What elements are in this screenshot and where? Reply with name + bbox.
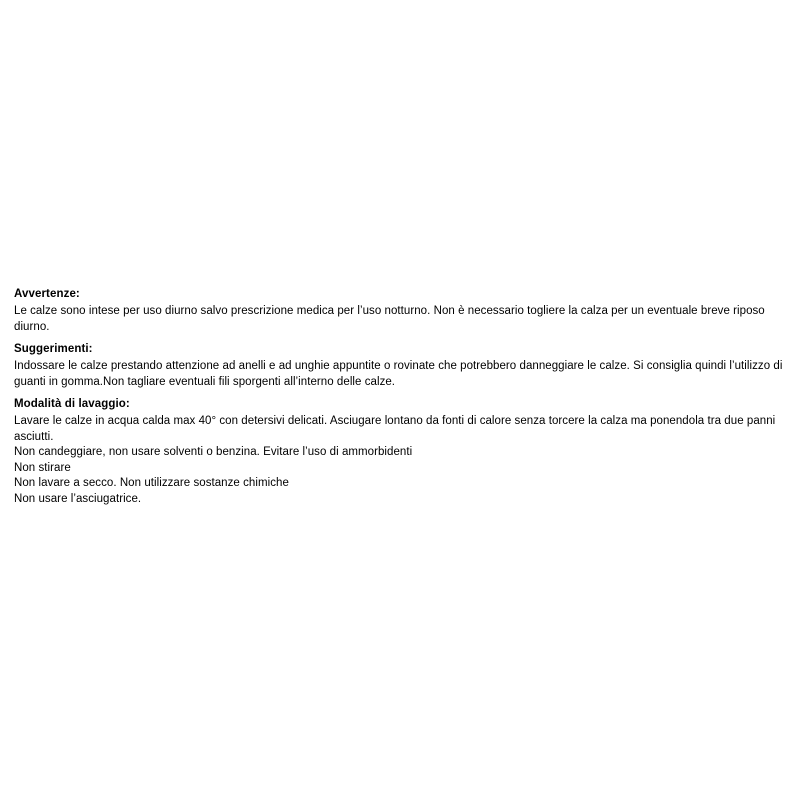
section-suggerimenti — [14, 341, 786, 390]
section-paragraph: Non candeggiare, non usare solventi o benzina. Evitare l’uso di ammorbidenti — [14, 446, 413, 458]
section-modalita-di-lavaggio — [14, 396, 786, 507]
section-paragraph: Non usare l’asciugatrice. — [14, 492, 142, 505]
section-heading: Modalità di lavaggio: — [14, 398, 130, 410]
section-paragraph: Non stirare — [14, 461, 71, 474]
section-paragraph: Non lavare a secco. Non utilizzare sostanze chimiche — [14, 477, 289, 489]
document-content — [14, 286, 786, 507]
section-avvertenze — [14, 286, 786, 335]
section-paragraph: Le calze sono intese per uso diurno salvo prescrizione medica per l’uso notturno. Non è necessario togliere la calza per un eventuale breve riposo diurno. — [14, 305, 765, 333]
section-heading: Avvertenze: — [14, 288, 80, 300]
section-paragraph: Indossare le calze prestando attenzione ad anelli e ad unghie appuntite o rovinate che potrebbero danneggiare le calze. Si consiglia quindi l’utilizzo di guanti in gomma.Non tagliare eventuali fili sporgenti all’interno delle calze. — [14, 360, 783, 388]
section-paragraph: Lavare le calze in acqua calda max 40° con detersivi delicati. Asciugare lontano da fonti di calore senza torcere la calza ma ponendola tra due panni asciutti. — [14, 415, 776, 443]
section-heading: Suggerimenti: — [14, 343, 93, 355]
